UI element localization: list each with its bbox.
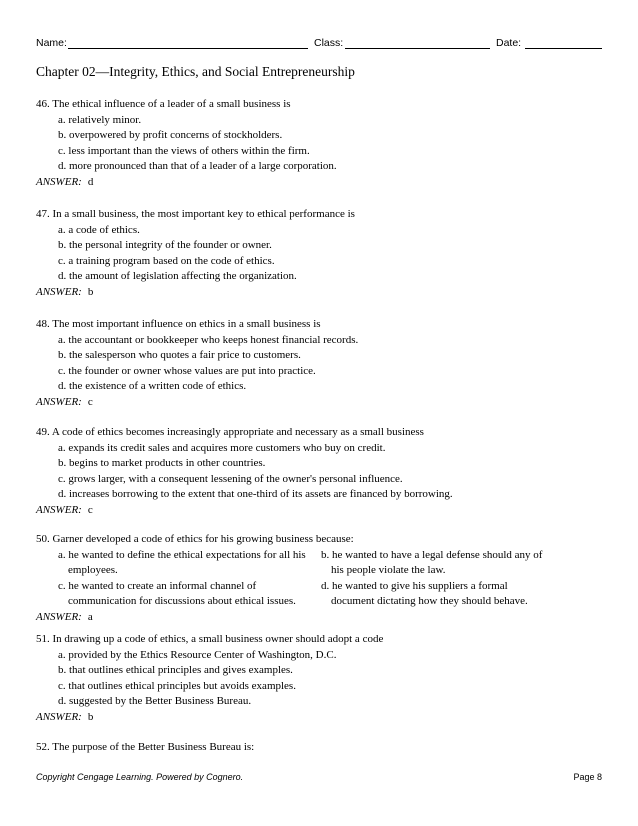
chapter-title: Chapter 02—Integrity, Ethics, and Social Entrepreneurship — [36, 64, 355, 79]
option-d: d. the amount of legislation affecting the organization. — [58, 270, 297, 283]
answer-line — [36, 175, 602, 191]
option-b: b. the salesperson who quotes a fair price to customers. — [58, 349, 301, 362]
question-stem: 46. The ethical influence of a leader of a small business is — [36, 98, 291, 110]
option-c — [36, 579, 319, 610]
answer-value: d — [87, 175, 94, 188]
question-52 — [36, 740, 602, 756]
option-a-line1: a. he wanted to define the ethical expectations for all his — [58, 548, 306, 561]
option-a: a. relatively minor. — [58, 113, 142, 126]
question-stem: 51. In drawing up a code of ethics, a small business owner should adopt a code — [36, 633, 384, 645]
option-d: d. more pronounced than that of a leader of a large corporation. — [58, 160, 337, 173]
question-49 — [36, 425, 602, 519]
answer-value: a — [87, 610, 93, 623]
option-a-line2: employees. — [68, 564, 118, 577]
date-field[interactable] — [525, 48, 602, 49]
answer-label: ANSWER: — [36, 503, 82, 516]
page-number: Page 8 — [573, 772, 602, 782]
option-c: c. the founder or owner whose values are put into practice. — [58, 364, 316, 377]
class-field[interactable] — [345, 48, 490, 49]
answer-label: ANSWER: — [36, 175, 82, 188]
answer-label: ANSWER: — [36, 710, 82, 723]
answer-value: b — [87, 285, 94, 298]
option-b: b. begins to market products in other countries. — [58, 457, 266, 470]
option-c: c. less important than the views of others within the firm. — [58, 144, 310, 157]
option-d-line1: d. he wanted to give his suppliers a formal — [321, 579, 508, 592]
answer-label: ANSWER: — [36, 285, 82, 298]
page-footer — [36, 772, 602, 784]
option-a: a. expands its credit sales and acquires more customers who buy on credit. — [58, 441, 386, 454]
question-stem: 48. The most important influence on ethics in a small business is — [36, 318, 321, 330]
option-b-line2: his people violate the law. — [331, 564, 446, 577]
option-d-line2: document dictating how they should behave. — [331, 595, 528, 608]
copyright-text: Copyright Cengage Learning. Powered by Cognero. — [36, 772, 244, 782]
name-label: Name: — [36, 37, 67, 49]
option-c: c. that outlines ethical principles but avoids examples. — [58, 679, 296, 692]
question-stem: 49. A code of ethics becomes increasingly appropriate and necessary as a small business — [36, 426, 424, 438]
answer-line — [36, 285, 602, 301]
answer-value: c — [87, 395, 93, 408]
answer-line — [36, 503, 602, 519]
option-a — [36, 548, 319, 579]
answer-line — [36, 610, 602, 626]
option-d: d. increases borrowing to the extent that one-third of its assets are financed by borrowing. — [58, 488, 453, 501]
question-stem: 50. Garner developed a code of ethics for his growing business because: — [36, 533, 354, 545]
option-b — [319, 548, 602, 579]
option-d: d. the existence of a written code of ethics. — [58, 380, 247, 393]
option-c: c. grows larger, with a consequent lessening of the owner's personal influence. — [58, 472, 403, 485]
question-48 — [36, 317, 602, 411]
header-fields — [36, 37, 602, 51]
class-label: Class: — [314, 37, 344, 49]
option-d: d. suggested by the Better Business Bureau. — [58, 695, 252, 708]
question-47 — [36, 207, 602, 301]
option-b: b. that outlines ethical principles and gives examples. — [58, 664, 293, 677]
answer-label: ANSWER: — [36, 395, 82, 408]
option-b: b. overpowered by profit concerns of stockholders. — [58, 129, 283, 142]
option-c-line2: communication for discussions about ethical issues. — [68, 595, 296, 608]
name-field[interactable] — [68, 48, 308, 49]
option-c: c. a training program based on the code of ethics. — [58, 254, 275, 267]
question-stem: 47. In a small business, the most important key to ethical performance is — [36, 208, 355, 220]
question-46 — [36, 97, 602, 191]
options-column-left — [36, 548, 319, 610]
option-d — [319, 579, 602, 610]
question-stem: 52. The purpose of the Better Business Bureau is: — [36, 741, 255, 753]
option-b: b. the personal integrity of the founder or owner. — [58, 239, 272, 252]
answer-line — [36, 710, 602, 726]
options-grid — [36, 548, 602, 610]
option-a: a. provided by the Ethics Resource Center of Washington, D.C. — [58, 648, 337, 661]
answer-value: b — [87, 710, 94, 723]
question-51 — [36, 632, 602, 726]
option-c-line1: c. he wanted to create an informal channel of — [58, 579, 257, 592]
option-a: a. the accountant or bookkeeper who keeps honest financial records. — [58, 333, 359, 346]
answer-value: c — [87, 503, 93, 516]
answer-line — [36, 395, 602, 411]
option-a: a. a code of ethics. — [58, 223, 140, 236]
options-column-right — [319, 548, 602, 610]
date-label: Date: — [496, 37, 522, 49]
question-50 — [36, 532, 602, 626]
option-b-line1: b. he wanted to have a legal defense should any of — [321, 548, 543, 561]
answer-label: ANSWER: — [36, 610, 82, 623]
